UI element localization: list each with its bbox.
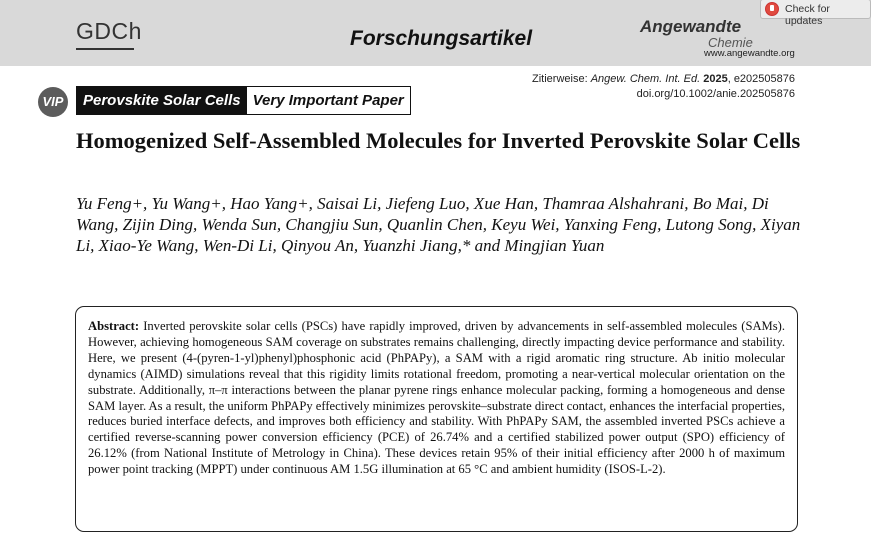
doi-link[interactable]: doi.org/10.1002/anie.202505876	[636, 88, 795, 100]
article-title: Homogenized Self-Assembled Molecules for Inverted Perovskite Solar Cells	[76, 128, 801, 153]
gdch-logo: GDCh	[76, 18, 142, 44]
topic-badge: Perovskite Solar Cells	[77, 87, 247, 114]
crossmark-icon	[765, 2, 779, 16]
journal-logo-line2: Chemie	[708, 35, 753, 50]
citation-block	[532, 72, 795, 102]
citation-year: 2025	[703, 73, 728, 85]
vip-badge: Very Important Paper	[247, 87, 410, 114]
section-title: Forschungsartikel	[350, 27, 533, 50]
citation-journal: Angew. Chem. Int. Ed.	[590, 73, 701, 85]
article-badge	[76, 86, 411, 115]
citation-article-id: , e202505876	[727, 73, 795, 85]
angewandte-chemie-logo[interactable]	[640, 17, 800, 62]
gdch-logo-underline	[76, 48, 134, 50]
abstract-box	[75, 306, 798, 532]
journal-logo-line1: Angewandte	[640, 17, 742, 36]
check-for-updates-button[interactable]	[760, 0, 871, 27]
abstract-label: Abstract:	[88, 319, 140, 333]
check-for-updates-label: Check for updates	[785, 3, 830, 27]
abstract-body: Inverted perovskite solar cells (PSCs) have rapidly improved, driven by advancements in self-assembled molecules (SAMs). However, achieving homogeneous SAM coverage on substrates remains challenging, directly impacting device performance and stability. Here, we present (4-(pyren-1-yl)phenyl)phosphonic acid (PhPAPy), a SAM with a rigid aromatic ring structure. Ab initio molecular dynamics (AIMD) simulations reveal that this rigidity limits rotational freedom, promoting a near-vertical molecular orientation on the substrate. Additionally, π–π interactions between the planar pyrene rings enhance molecular packing, forming a homogeneous and dense SAM layer. As a result, the uniform PhPAPy effectively minimizes perovskite–substrate direct contact, enhances the interfacial properties, reduces buried interface defects, and improves both efficiency and stability. With PhPAPy SAM, the assembled inverted PSCs achieve a certified reverse-scanning power conversion efficiency (PCE) of 26.74% and a certified stabilized power output (SPO) efficiency of 26.12% (from National Institute of Metrology in China). These devices retain 95% of their initial efficiency after 2000 h of maximum power point tracking (MPPT) under continuous AM 1.5G illumination at 65 °C and ambient humidity (ISOS-L-2).	[88, 319, 785, 477]
citation-line	[532, 72, 795, 87]
journal-url[interactable]: www.angewandte.org	[704, 48, 795, 59]
citation-prefix: Zitierweise:	[532, 73, 591, 85]
abstract-paragraph	[88, 319, 785, 478]
journal-header-bar	[0, 0, 871, 66]
author-list: Yu Feng+, Yu Wang+, Hao Yang+, Saisai Li, Jiefeng Luo, Xue Han, Thamraa Alshahrani, Bo Mai, Di Wang, Zijin Ding, Wenda Sun, Changjiu Sun, Quanlin Chen, Keyu Wei, Yanxing Feng, Lutong Song, Xiyan Li, Xiao-Ye Wang, Wen-Di Li, Qinyou An, Yuanzhi Jiang,* and Mingjian Yuan	[76, 194, 801, 255]
vip-icon: VIP	[38, 87, 68, 117]
